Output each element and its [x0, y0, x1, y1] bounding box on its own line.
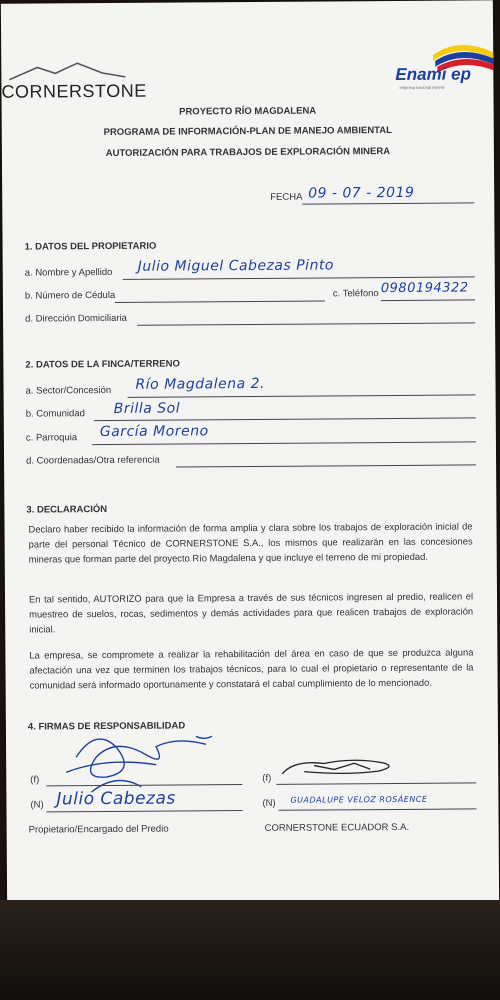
- mountain-logo-icon: [7, 61, 127, 82]
- right-f-label: (f): [262, 772, 272, 784]
- coordenadas-label: d. Coordenadas/Otra referencia: [26, 454, 160, 467]
- company-caption: CORNERSTONE ECUADOR S.A.: [264, 821, 410, 834]
- background-surface: [0, 900, 500, 1000]
- declaration-paragraph-3: La empresa, se compromete a realizar la rehabilitación del área en caso de que se produzca alguna afectación una vez que terminen los trabajos técnicos, para lo cual el propietario o representante de la comunidad será informado oportunamente y constatará el cabal cumplimiento de lo mencionado.: [29, 646, 474, 691]
- left-n-label: (N): [30, 799, 44, 811]
- comunidad-value: Brilla Sol: [113, 400, 181, 417]
- sector-label: a. Sector/Concesión: [25, 384, 112, 397]
- section-4-title: 4. FIRMAS DE RESPONSABILIDAD: [27, 720, 186, 733]
- telefono-label: c. Teléfono: [332, 288, 379, 300]
- section-3-title: 3. DECLARACIÓN: [26, 503, 108, 516]
- parroquia-label: c. Parroquia: [25, 432, 78, 444]
- cornerstone-logo: CORNERSTONE: [1, 80, 147, 102]
- left-f-label: (f): [30, 774, 40, 786]
- right-n-label: (N): [262, 797, 276, 809]
- authorization-title: AUTORIZACIÓN PARA TRABAJOS DE EXPLORACIÓN MINERA: [105, 146, 391, 159]
- cedula-label: b. Número de Cédula: [24, 289, 116, 302]
- company-rep-name: GUADALUPE VELOZ ROSÁENCE: [290, 794, 428, 805]
- direccion-label: d. Dirección Domiciliaria: [25, 312, 127, 325]
- enami-logo: Enami ep: [395, 64, 472, 84]
- nombre-value: Julio Miguel Cabezas Pinto: [137, 257, 335, 275]
- section-1-title: 1. DATOS DEL PROPIETARIO: [24, 240, 157, 253]
- project-title: PROYECTO RÍO MAGDALENA: [179, 105, 317, 118]
- fecha-label: FECHA: [270, 191, 303, 203]
- section-2-title: 2. DATOS DE LA FINCA/TERRENO: [25, 358, 180, 371]
- document-page: [1, 0, 499, 903]
- telefono-value: 0980194322: [380, 280, 469, 297]
- program-title: PROGRAMA DE INFORMACIÓN-PLAN DE MANEJO AMBIENTAL: [103, 125, 392, 139]
- nombre-label: a. Nombre y Apellido: [24, 266, 113, 279]
- sector-value: Río Magdalena 2.: [135, 375, 265, 393]
- owner-caption: Propietario/Encargado del Predio: [28, 823, 169, 836]
- fecha-value: 09 - 07 - 2019: [308, 184, 415, 202]
- declaration-paragraph-1: Declaro haber recibido la información de forma amplia y clara sobre los trabajos de exploración inicial de parte del personal Técnico de CORNERSTONE S.A., los mismos que realizarán en las concesiones mineras que forman parte del proyecto Río Magdalena y que incluye el terreno de mi propiedad.: [28, 520, 473, 565]
- company-signature-icon: [274, 749, 404, 784]
- declaration-paragraph-2: En tal sentido, AUTORIZO para que la Empresa a través de sus técnicos ingresen al predio, realicen el muestreo de suelos, rocas, sedimentos y demás actividades para que realicen trabajos de exploración inicial.: [28, 590, 474, 635]
- comunidad-label: b. Comunidad: [25, 408, 85, 420]
- enami-tagline: empresa nacional minera: [399, 84, 445, 90]
- owner-name-handwritten: Julio Cabezas: [56, 788, 176, 810]
- parroquia-value: García Moreno: [99, 423, 209, 441]
